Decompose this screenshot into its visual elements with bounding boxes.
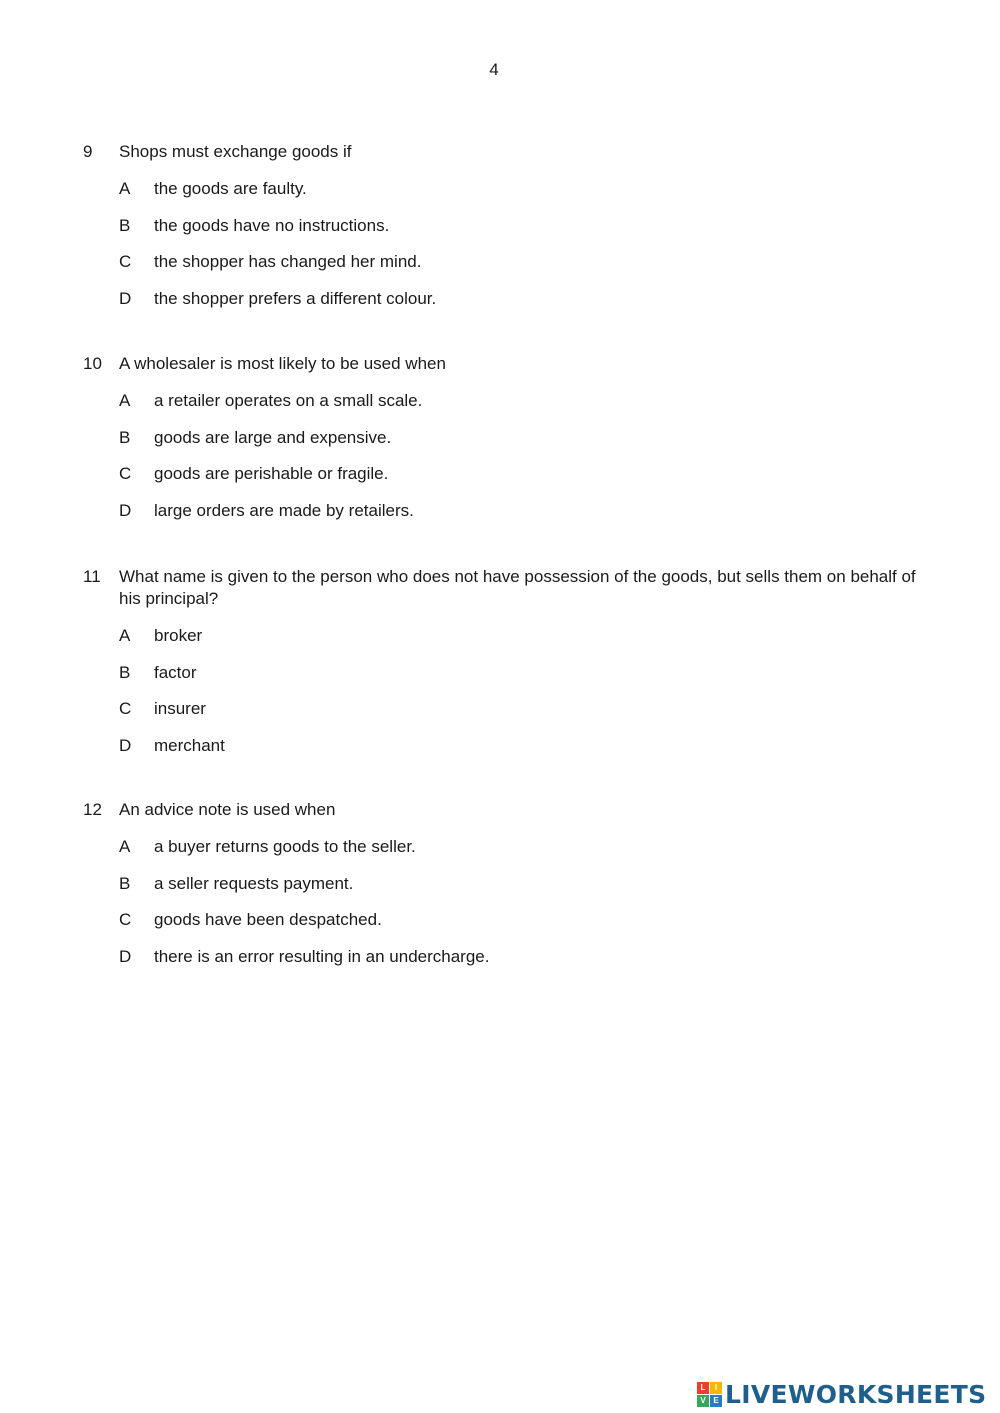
option-b[interactable] — [119, 208, 933, 245]
option-letter: A — [119, 391, 131, 411]
option-letter: A — [119, 837, 131, 857]
question-number: 12 — [83, 800, 102, 819]
logo-block-v: V — [697, 1395, 709, 1407]
liveworksheets-logo — [697, 1380, 986, 1409]
option-letter: D — [119, 735, 132, 755]
option-letter: A — [119, 179, 131, 199]
question-number: 10 — [83, 354, 102, 373]
option-text: a retailer operates on a small scale. — [154, 391, 423, 411]
option-d[interactable] — [119, 728, 933, 765]
logo-icon — [697, 1382, 722, 1407]
option-letter: B — [119, 427, 131, 447]
option-a[interactable] — [119, 618, 933, 655]
option-text: insurer — [154, 699, 206, 719]
option-d[interactable] — [119, 281, 933, 318]
option-text: goods have been despatched. — [154, 910, 382, 930]
option-text: a seller requests payment. — [154, 873, 354, 893]
answer-options — [83, 383, 933, 529]
question-text: An advice note is used when — [119, 800, 336, 819]
option-letter: C — [119, 464, 132, 484]
question-11 — [83, 566, 933, 764]
option-c[interactable] — [119, 456, 933, 493]
option-d[interactable] — [119, 939, 933, 976]
option-text: goods are perishable or fragile. — [154, 464, 389, 484]
answer-options — [83, 618, 933, 764]
question-number: 9 — [83, 142, 93, 161]
option-letter: B — [119, 873, 131, 893]
option-a[interactable] — [119, 383, 933, 420]
option-letter: D — [119, 946, 132, 966]
option-letter: B — [119, 662, 131, 682]
option-text: merchant — [154, 735, 225, 755]
option-text: the shopper prefers a different colour. — [154, 288, 437, 308]
option-text: the shopper has changed her mind. — [154, 252, 422, 272]
option-text: the goods have no instructions. — [154, 215, 390, 235]
option-c[interactable] — [119, 244, 933, 281]
logo-block-e: E — [710, 1395, 722, 1407]
option-a[interactable] — [119, 171, 933, 208]
option-d[interactable] — [119, 493, 933, 530]
option-b[interactable] — [119, 655, 933, 692]
question-9 — [83, 141, 933, 317]
logo-block-i: I — [710, 1382, 722, 1394]
option-text: a buyer returns goods to the seller. — [154, 837, 416, 857]
answer-options — [83, 829, 933, 975]
question-text: Shops must exchange goods if — [119, 142, 352, 161]
option-c[interactable] — [119, 902, 933, 939]
question-12 — [83, 799, 933, 975]
option-letter: C — [119, 699, 132, 719]
option-letter: C — [119, 910, 132, 930]
answer-options — [83, 171, 933, 317]
option-letter: B — [119, 215, 131, 235]
option-b[interactable] — [119, 420, 933, 457]
question-text: A wholesaler is most likely to be used when — [119, 354, 446, 373]
logo-text: LIVEWORKSHEETS — [725, 1380, 987, 1409]
option-text: factor — [154, 662, 197, 682]
page-number: 4 — [489, 60, 499, 79]
option-letter: D — [119, 500, 132, 520]
option-text: large orders are made by retailers. — [154, 500, 414, 520]
option-text: there is an error resulting in an undercharge. — [154, 946, 490, 966]
option-text: goods are large and expensive. — [154, 427, 392, 447]
option-text: the goods are faulty. — [154, 179, 307, 199]
question-text: What name is given to the person who does not have possession of the goods, but sells them on behalf of his principal? — [119, 567, 916, 608]
question-number: 11 — [83, 567, 101, 586]
question-10 — [83, 353, 933, 529]
option-text: broker — [154, 626, 203, 646]
option-c[interactable] — [119, 691, 933, 728]
option-b[interactable] — [119, 866, 933, 903]
logo-block-l: L — [697, 1382, 709, 1394]
option-letter: C — [119, 252, 132, 272]
option-letter: D — [119, 288, 132, 308]
option-a[interactable] — [119, 829, 933, 866]
option-letter: A — [119, 626, 131, 646]
